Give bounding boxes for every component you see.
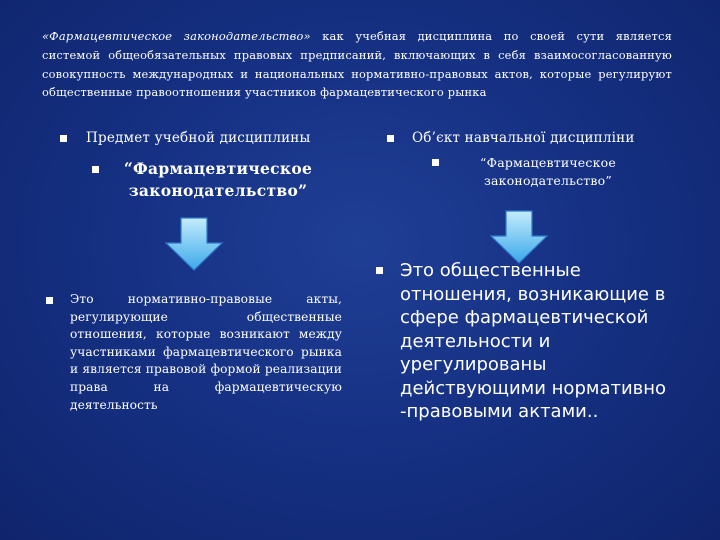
object-title: Об’єкт навчальної дисципліни xyxy=(412,130,635,146)
subject-title-bullet xyxy=(60,135,67,142)
intro-text: как учебная дисциплина по своей сути является системой общеобязательных правовых предписаний, включающих в себя взаимосогласованную совокупность международных и национальных нормативно-правовых актов, которые регулируют общественные правоотношения участников фармацевтического рынка xyxy=(42,29,673,100)
object-title-bullet xyxy=(387,135,394,142)
subject-definition: Это нормативно-правовые акты, регулирующие общественные отношения, которые возникают между участниками фармацевтического рынка и является правовой формой реализации права на фармацевтическую деятельность xyxy=(70,292,342,412)
subject-title: Предмет учебной дисциплины xyxy=(86,130,311,146)
object-name: “Фармацевтическое законодательство” xyxy=(480,155,616,188)
down-arrow-icon xyxy=(490,210,548,264)
subject-name: “Фармацевтическое законодательство” xyxy=(123,159,313,200)
intro-italic-term: «Фармацевтическое законодательство» xyxy=(42,29,311,44)
intro-paragraph xyxy=(42,27,672,101)
subject-definition-bullet xyxy=(46,297,53,304)
object-definition: Это общественные отношения, возникающие в сфере фармацевтической деятельности и урегулированы действующими нормативно -правовыми актами.. xyxy=(400,260,667,422)
down-arrow-icon xyxy=(165,217,223,271)
subject-name-bullet xyxy=(92,166,99,173)
object-definition-bullet xyxy=(376,267,383,274)
object-name-bullet xyxy=(432,159,439,166)
